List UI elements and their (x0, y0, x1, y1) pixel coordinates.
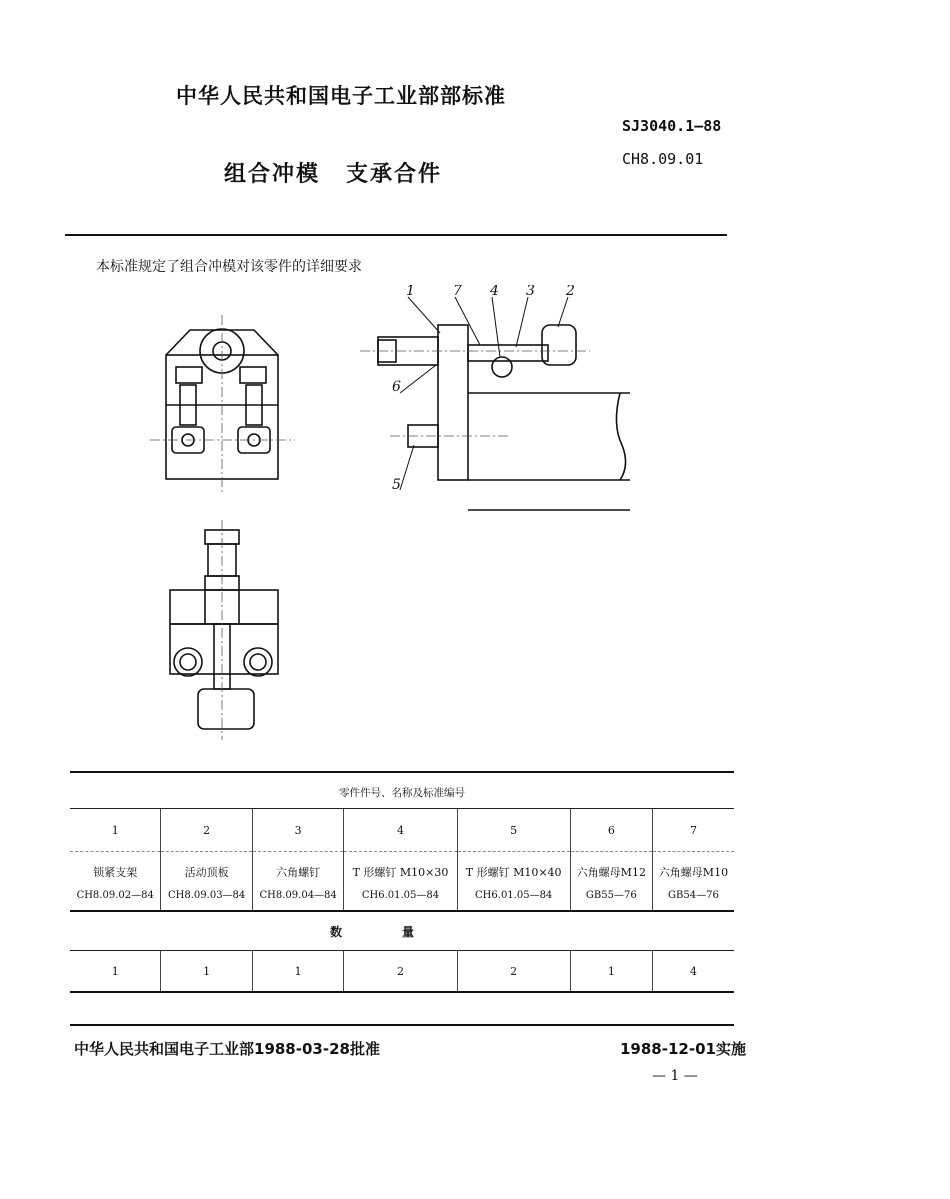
quantity-cell: 4 (652, 951, 734, 993)
part-name: T 形螺钉 M10×40 (457, 852, 570, 881)
part-number: 3 (252, 809, 344, 852)
part-code: GB54—76 (652, 880, 734, 911)
callout-4: 4 (490, 285, 499, 299)
standard-number: SJ3040.1—88 (622, 117, 722, 135)
part-name: 六角螺母M10 (652, 852, 734, 881)
part-number: 5 (457, 809, 570, 852)
front-view (170, 530, 278, 729)
title-part-2: 支承合件 (346, 162, 443, 187)
quantity-cell: 2 (344, 951, 457, 993)
callout-5: 5 (392, 477, 401, 493)
part-name: 六角螺钉 (252, 852, 344, 881)
part-number: 6 (570, 809, 652, 852)
part-number: 4 (344, 809, 457, 852)
ch-code: CH8.09.01 (622, 150, 704, 168)
part-code: CH6.01.05—84 (457, 880, 570, 911)
part-name: T 形螺钉 M10×30 (344, 852, 457, 881)
quantity-cell: 1 (70, 951, 161, 993)
quantity-cell: 2 (457, 951, 570, 993)
part-code: CH8.09.02—84 (76, 889, 154, 901)
callout-1: 1 (406, 285, 415, 299)
part-code: CH8.09.03—84 (161, 880, 253, 911)
quantity-cell: 1 (252, 951, 344, 993)
part-code: CH8.09.04—84 (252, 880, 344, 911)
assembly-drawing (150, 285, 650, 745)
document-title (224, 157, 442, 188)
quantity-caption: 数量 (70, 911, 734, 951)
part-number: 7 (652, 809, 734, 852)
callout-2: 2 (566, 285, 575, 299)
quantity-cell: 1 (161, 951, 253, 993)
part-number: 2 (161, 809, 253, 852)
approval-text: 中华人民共和国电子工业部1988-03-28批准 (74, 1040, 380, 1058)
effective-date: 1988-12-01实施 (620, 1040, 746, 1058)
callout-3: 3 (526, 285, 535, 299)
parts-table (70, 776, 734, 993)
intro-text: 本标准规定了组合冲模对该零件的详细要求 (96, 259, 362, 275)
callout-6: 6 (392, 379, 401, 395)
part-number: 1 (70, 809, 161, 852)
header-rule (65, 234, 727, 236)
parts-table-caption: 零件件号、名称及标准编号 (339, 786, 465, 799)
issuing-organization: 中华人民共和国电子工业部部标准 (176, 84, 506, 108)
side-view (378, 325, 630, 510)
callout-7: 7 (453, 285, 462, 299)
quantity-cell: 1 (570, 951, 652, 993)
part-name: 活动顶板 (161, 852, 253, 881)
page-number: — 1 — (652, 1068, 698, 1084)
footer-rule (70, 1024, 734, 1026)
part-name: 锁紧支架 (70, 852, 161, 881)
title-part-1: 组合冲模 (224, 162, 321, 187)
part-name: 六角螺母M12 (570, 852, 652, 881)
part-code: GB55—76 (570, 880, 652, 911)
part-code: CH6.01.05—84 (344, 880, 457, 911)
table-top-rule (70, 771, 734, 773)
